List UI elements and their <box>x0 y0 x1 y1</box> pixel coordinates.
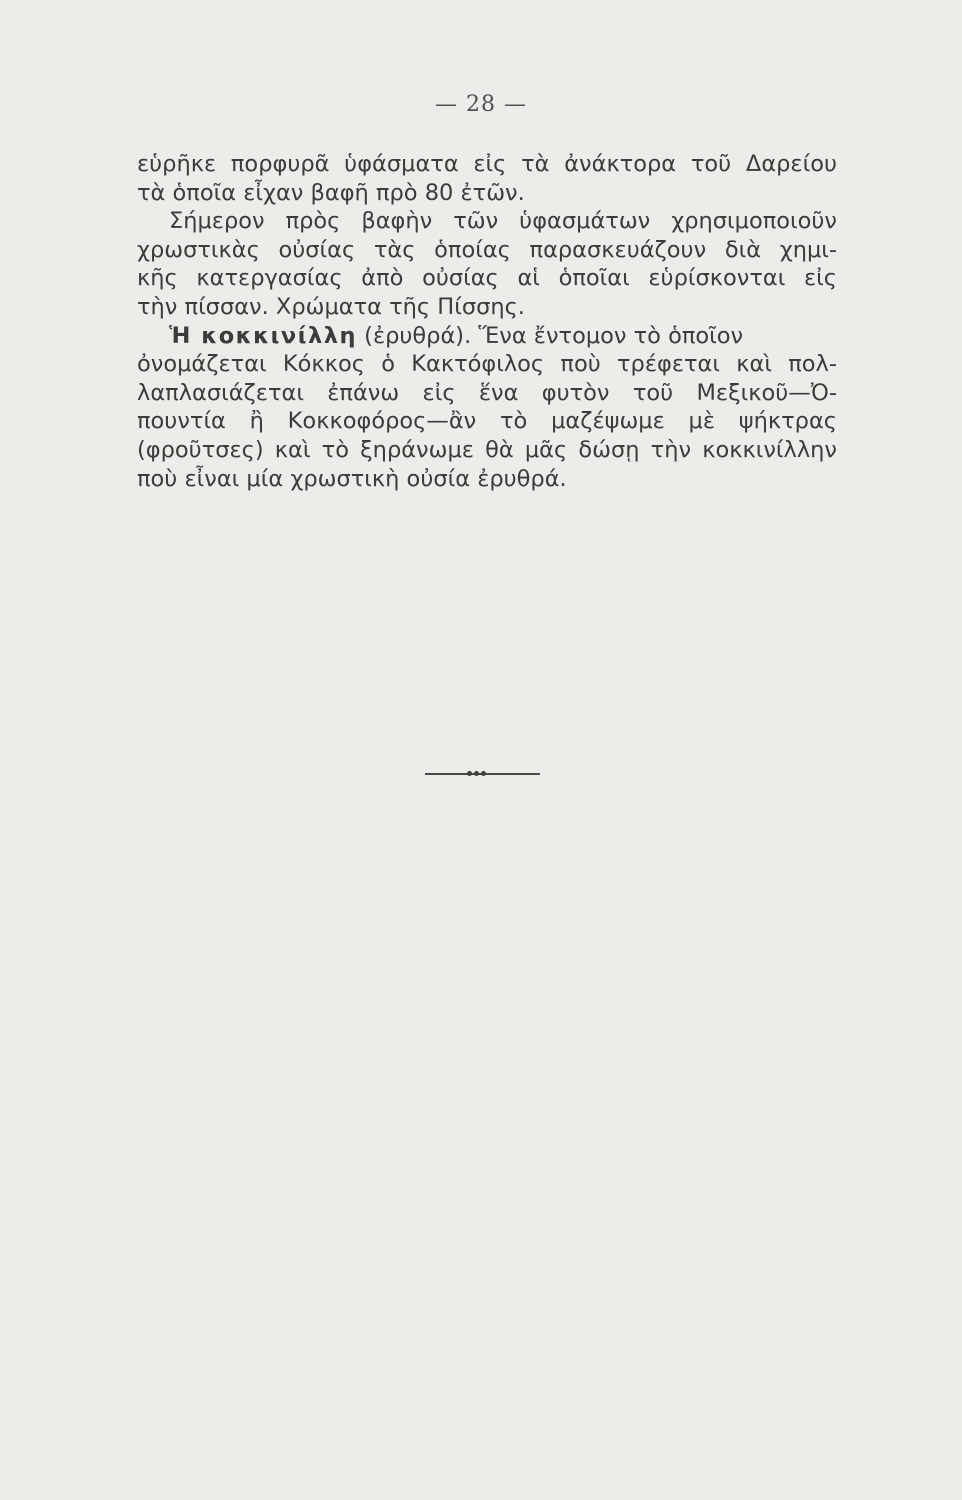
text-line: εὑρῆκε πορφυρᾶ ὑφάσματα εἰς τὰ ἀνάκτορα τοῦ Δαρείου <box>137 151 837 177</box>
text-line: πουντία ἢ Κοκκοφόρος—ἂν τὸ μαζέψωμε μὲ ψήκτρας <box>137 408 837 435</box>
text-line: χρωστικὰς οὐσίας τὰς ὁποίας παρασκευάζουν διὰ χημι- <box>137 236 837 263</box>
body-text <box>137 150 837 493</box>
text-line: (φροῦτσες) καὶ τὸ ξηράνωμε θὰ μᾶς δώσῃ τὴν κοκκινίλλην <box>137 436 837 463</box>
ornament-dot <box>467 771 472 776</box>
page-number: — 28 — <box>435 92 527 117</box>
text-line: Σήμερον πρὸς βαφὴν τῶν ὑφασμάτων χρησιμοποιοῦν <box>169 208 837 235</box>
subheading-continuation: (ἐρυθρά). Ἕνα ἔντομον τὸ ὁποῖον <box>357 322 744 349</box>
section-subheading: Ἡ κοκκινίλλη <box>169 322 358 349</box>
divider-ornament <box>465 770 495 777</box>
text-line: τὰ ὁποῖα εἶχαν βαφῆ πρὸ 80 ἐτῶν. <box>137 179 525 206</box>
paragraph-first-line <box>137 322 837 351</box>
ornament-dot <box>474 771 479 776</box>
ornament-dot <box>481 771 486 776</box>
text-line: λαπλασιάζεται ἐπάνω εἰς ἕνα φυτὸν τοῦ Μεξικοῦ—Ὀ- <box>137 379 837 406</box>
text-line: κῆς κατεργασίας ἀπὸ οὐσίας αἱ ὁποῖαι εὑρίσκονται εἰς <box>137 265 837 292</box>
text-line: ὀνομάζεται Κόκκος ὁ Κακτόφιλος ποὺ τρέφεται καὶ πολ- <box>137 351 837 378</box>
text-line: ποὺ εἶναι μία χρωστικὴ οὐσία ἐρυθρά. <box>137 465 567 492</box>
text-line: τὴν πίσσαν. Χρώματα τῆς Πίσσης. <box>137 293 525 320</box>
